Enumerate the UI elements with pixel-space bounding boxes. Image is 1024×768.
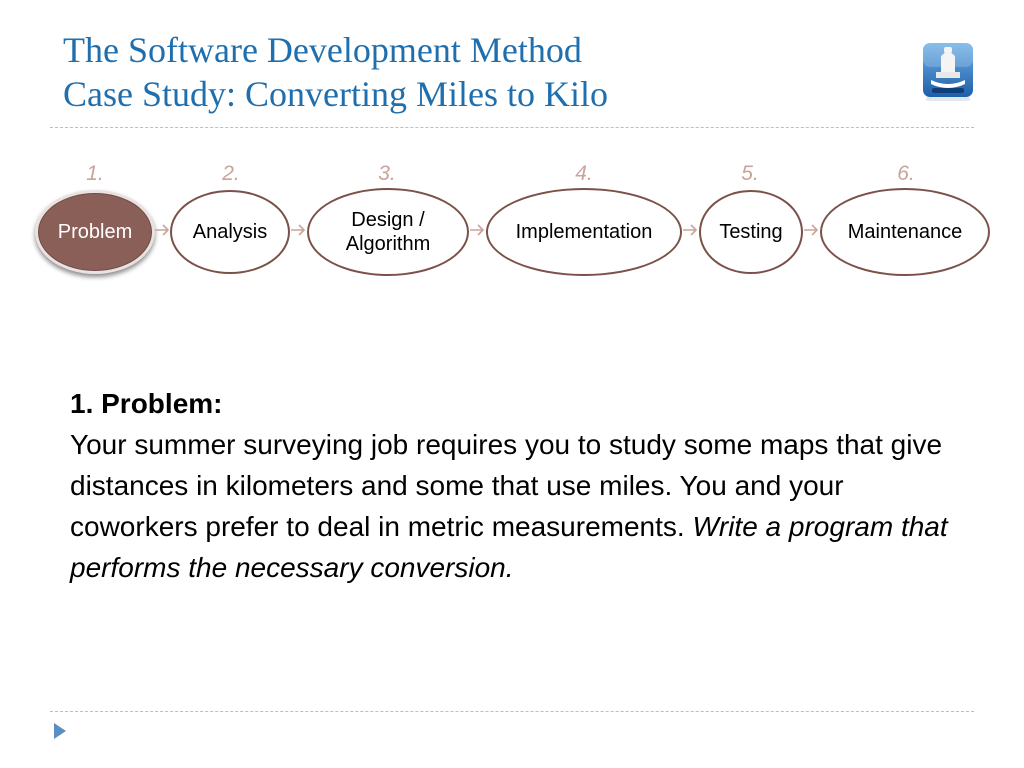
arrow-right-icon bbox=[803, 222, 819, 238]
problem-description bbox=[70, 383, 950, 588]
step-number-4: 4. bbox=[575, 162, 593, 185]
step-problem[interactable] bbox=[35, 190, 155, 274]
arrow-right-icon bbox=[469, 222, 485, 238]
problem-emphasis: Write a program that performs the necessary conversion. bbox=[70, 511, 948, 583]
university-emblem-icon bbox=[922, 42, 974, 102]
step-maintenance[interactable] bbox=[820, 188, 990, 276]
arrow-right-icon bbox=[682, 222, 698, 238]
title-line-2: Case Study: Converting Miles to Kilo bbox=[63, 74, 608, 114]
step-analysis-label: Analysis bbox=[192, 221, 268, 243]
step-number-2: 2. bbox=[222, 162, 240, 185]
step-implementation[interactable] bbox=[486, 188, 682, 276]
title-divider bbox=[50, 127, 974, 128]
step-implementation-label: Implementation bbox=[515, 221, 653, 243]
step-number-6: 6. bbox=[897, 162, 915, 185]
footer-divider bbox=[50, 711, 974, 712]
arrow-right-icon bbox=[154, 222, 170, 238]
step-number-5: 5. bbox=[741, 162, 759, 185]
slide-title bbox=[63, 28, 608, 116]
title-line-1: The Software Development Method bbox=[63, 30, 582, 70]
step-design-algorithm[interactable] bbox=[307, 188, 469, 276]
step-number-3: 3. bbox=[378, 162, 396, 185]
step-design-label-line-2: Algorithm bbox=[345, 233, 431, 255]
problem-heading: 1. Problem: bbox=[70, 388, 223, 419]
process-steps bbox=[0, 150, 1024, 290]
arrow-right-icon bbox=[290, 222, 306, 238]
triangle-bullet-icon bbox=[51, 722, 69, 740]
step-design-label-line-1: Design / bbox=[351, 209, 425, 231]
step-problem-label: Problem bbox=[57, 221, 133, 243]
step-testing-label: Testing bbox=[719, 221, 783, 243]
step-number-1: 1. bbox=[86, 162, 104, 185]
step-analysis[interactable] bbox=[170, 190, 290, 274]
problem-paragraph: Your summer surveying job requires you to study some maps that give distances in kilometers and some that use miles. You and your coworkers prefer to deal in metric measurements. bbox=[70, 429, 943, 542]
step-testing[interactable] bbox=[699, 190, 803, 274]
step-maintenance-label: Maintenance bbox=[847, 221, 963, 243]
step-design-algorithm-label bbox=[346, 208, 430, 256]
